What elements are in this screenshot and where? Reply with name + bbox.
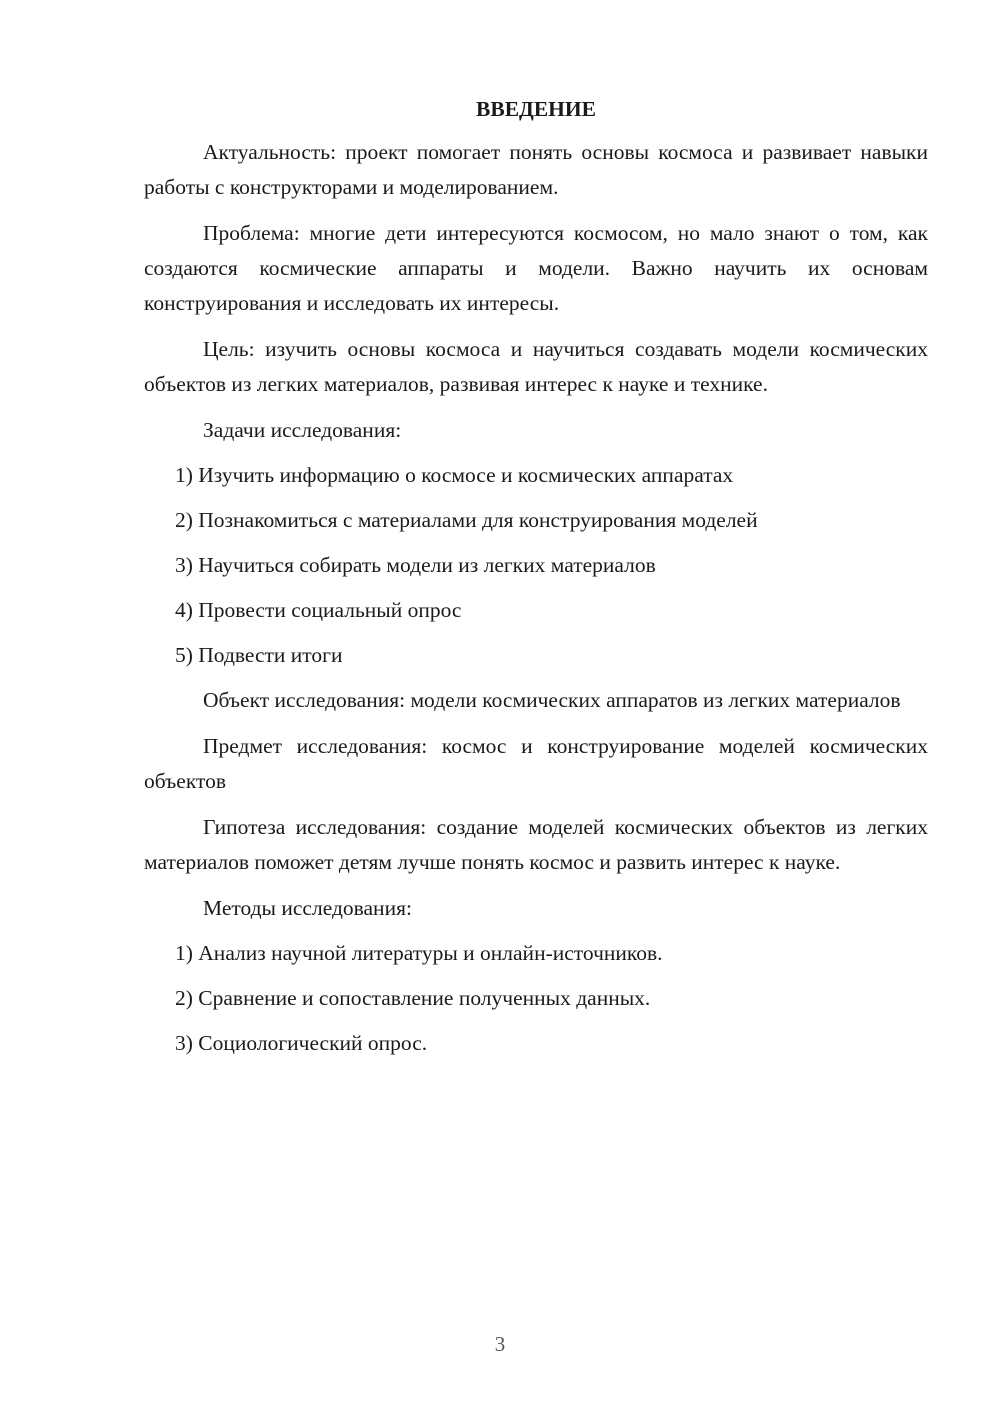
tasks-heading: Задачи исследования: bbox=[203, 418, 402, 442]
relevance-paragraph: Актуальность: проект помогает понять основы космоса и развивает навыки работы с конструкторами и моделированием. bbox=[144, 140, 928, 199]
hypothesis-paragraph: Гипотеза исследования: создание моделей космических объектов из легких материалов поможет детям лучше понять космос и развить интерес к науке. bbox=[144, 815, 928, 874]
methods-list bbox=[144, 936, 928, 1061]
list-item: 1) Изучить информацию о космосе и космических аппаратах bbox=[175, 463, 734, 487]
list-item: 3) Социологический опрос. bbox=[175, 1031, 428, 1055]
problem-paragraph: Проблема: многие дети интересуются космосом, но мало знают о том, как создаются космические аппараты и модели. Важно научить их основам конструирования и исследовать их интересы. bbox=[144, 221, 928, 315]
document-page bbox=[144, 92, 928, 1071]
object-paragraph: Объект исследования: модели космических аппаратов из легких материалов bbox=[203, 688, 901, 712]
list-item: 4) Провести социальный опрос bbox=[175, 598, 462, 622]
document-title: ВВЕДЕНИЕ bbox=[476, 97, 596, 121]
list-item: 2) Познакомиться с материалами для конструирования моделей bbox=[175, 508, 758, 532]
list-item: 1) Анализ научной литературы и онлайн-источников. bbox=[175, 941, 663, 965]
page-number: 3 bbox=[494, 1332, 506, 1356]
methods-heading: Методы исследования: bbox=[203, 896, 412, 920]
subject-paragraph: Предмет исследования: космос и конструирование моделей космических объектов bbox=[144, 734, 928, 793]
list-item: 5) Подвести итоги bbox=[175, 643, 343, 667]
goal-paragraph: Цель: изучить основы космоса и научиться создавать модели космических объектов из легких материалов, развивая интерес к науке и технике. bbox=[144, 337, 928, 396]
list-item: 3) Научиться собирать модели из легких материалов bbox=[175, 553, 656, 577]
tasks-list bbox=[144, 458, 928, 673]
list-item: 2) Сравнение и сопоставление полученных данных. bbox=[175, 986, 651, 1010]
